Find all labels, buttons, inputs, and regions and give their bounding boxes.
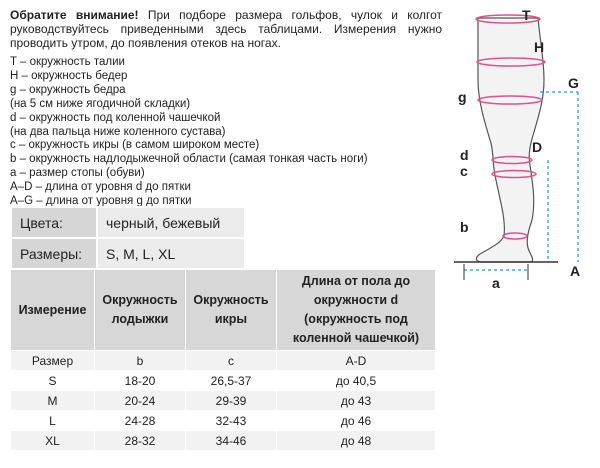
label-T: T [522,7,531,23]
leg-measurement-diagram [440,0,600,300]
product-info-table [10,206,246,270]
table-cell: 28-32 [95,431,186,451]
label-G: G [568,75,579,91]
table-cell: b [95,351,186,371]
label-b: b [460,219,469,235]
table-cell: до 48 [277,431,436,451]
table-cell: M [11,391,95,411]
table-row [11,391,436,411]
label-A: A [570,263,581,279]
measurement-legend [10,56,430,209]
size-table [10,269,436,451]
table-row [11,371,436,391]
label-d: d [460,147,469,163]
legend-item: a – размер стопы (обуви) [10,167,145,180]
table-cell: L [11,411,95,431]
legend-item: c – окружность икры (в самом широком месте) [10,139,260,152]
colors-label: Цвета: [11,207,97,238]
table-cell: XL [11,431,95,451]
sizes-label: Размеры: [11,238,97,269]
legend-item: T – окружность талии [10,56,125,68]
table-cell: до 43 [277,391,436,411]
table-cell: до 46 [277,411,436,431]
table-cell: 20-24 [95,391,186,411]
legend-item: g – окружность бедра [10,83,126,96]
label-c: c [460,163,468,179]
table-cell: 32-43 [186,411,277,431]
legend-item: (на два пальца ниже коленного сустава) [10,125,226,138]
legend-item: H – окружность бедер [10,69,128,82]
legend-item: d – окружность под коленной чашечкой [10,111,221,124]
table-cell: 29-39 [186,391,277,411]
table-cell: S [11,371,95,391]
table-row [11,411,436,431]
header-measurement: Измерение [11,270,95,351]
size-table-header [11,270,436,351]
table-cell: Размер [11,351,95,371]
label-g: g [458,89,467,105]
legend-item: A–D – длина от уровня d до пятки [10,181,191,194]
header-length: Длина от пола до окружности d (окружность под коленной чашечкой) [277,270,436,351]
table-cell: 18-20 [95,371,186,391]
legend-item: (на 5 см ниже ягодичной складки) [10,97,191,110]
table-cell: c [186,351,277,371]
legend-item: b – окружность надлодыжечной области (самая тонкая часть ноги) [10,153,368,166]
table-row [11,351,436,371]
intro-note [10,8,442,50]
table-cell: A-D [277,351,436,371]
label-D: D [532,139,543,155]
colors-value: черный, бежевый [97,207,245,238]
table-cell: до 40,5 [277,371,436,391]
table-cell: 34-46 [186,431,277,451]
label-a: a [492,275,500,291]
label-H: H [534,39,545,55]
legend-item: A–G – длина от уровня g до пятки [10,195,192,208]
colors-row [11,207,245,238]
header-ankle: Окружность лодыжки [95,270,186,351]
intro-text: При подборе размера гольфов, чулок и колгот руководствуйтесь приведенными здесь таблицами. Измерения нужно проводить утром, до появления отеков на ногах. [10,8,443,50]
table-row [11,431,436,451]
sizes-value: S, M, L, XL [97,238,245,269]
table-cell: 26,5-37 [186,371,277,391]
header-calf: Окружность икры [186,270,277,351]
table-cell: 24-28 [95,411,186,431]
sizes-row [11,238,245,269]
intro-bold: Обратите внимание! [10,8,139,22]
